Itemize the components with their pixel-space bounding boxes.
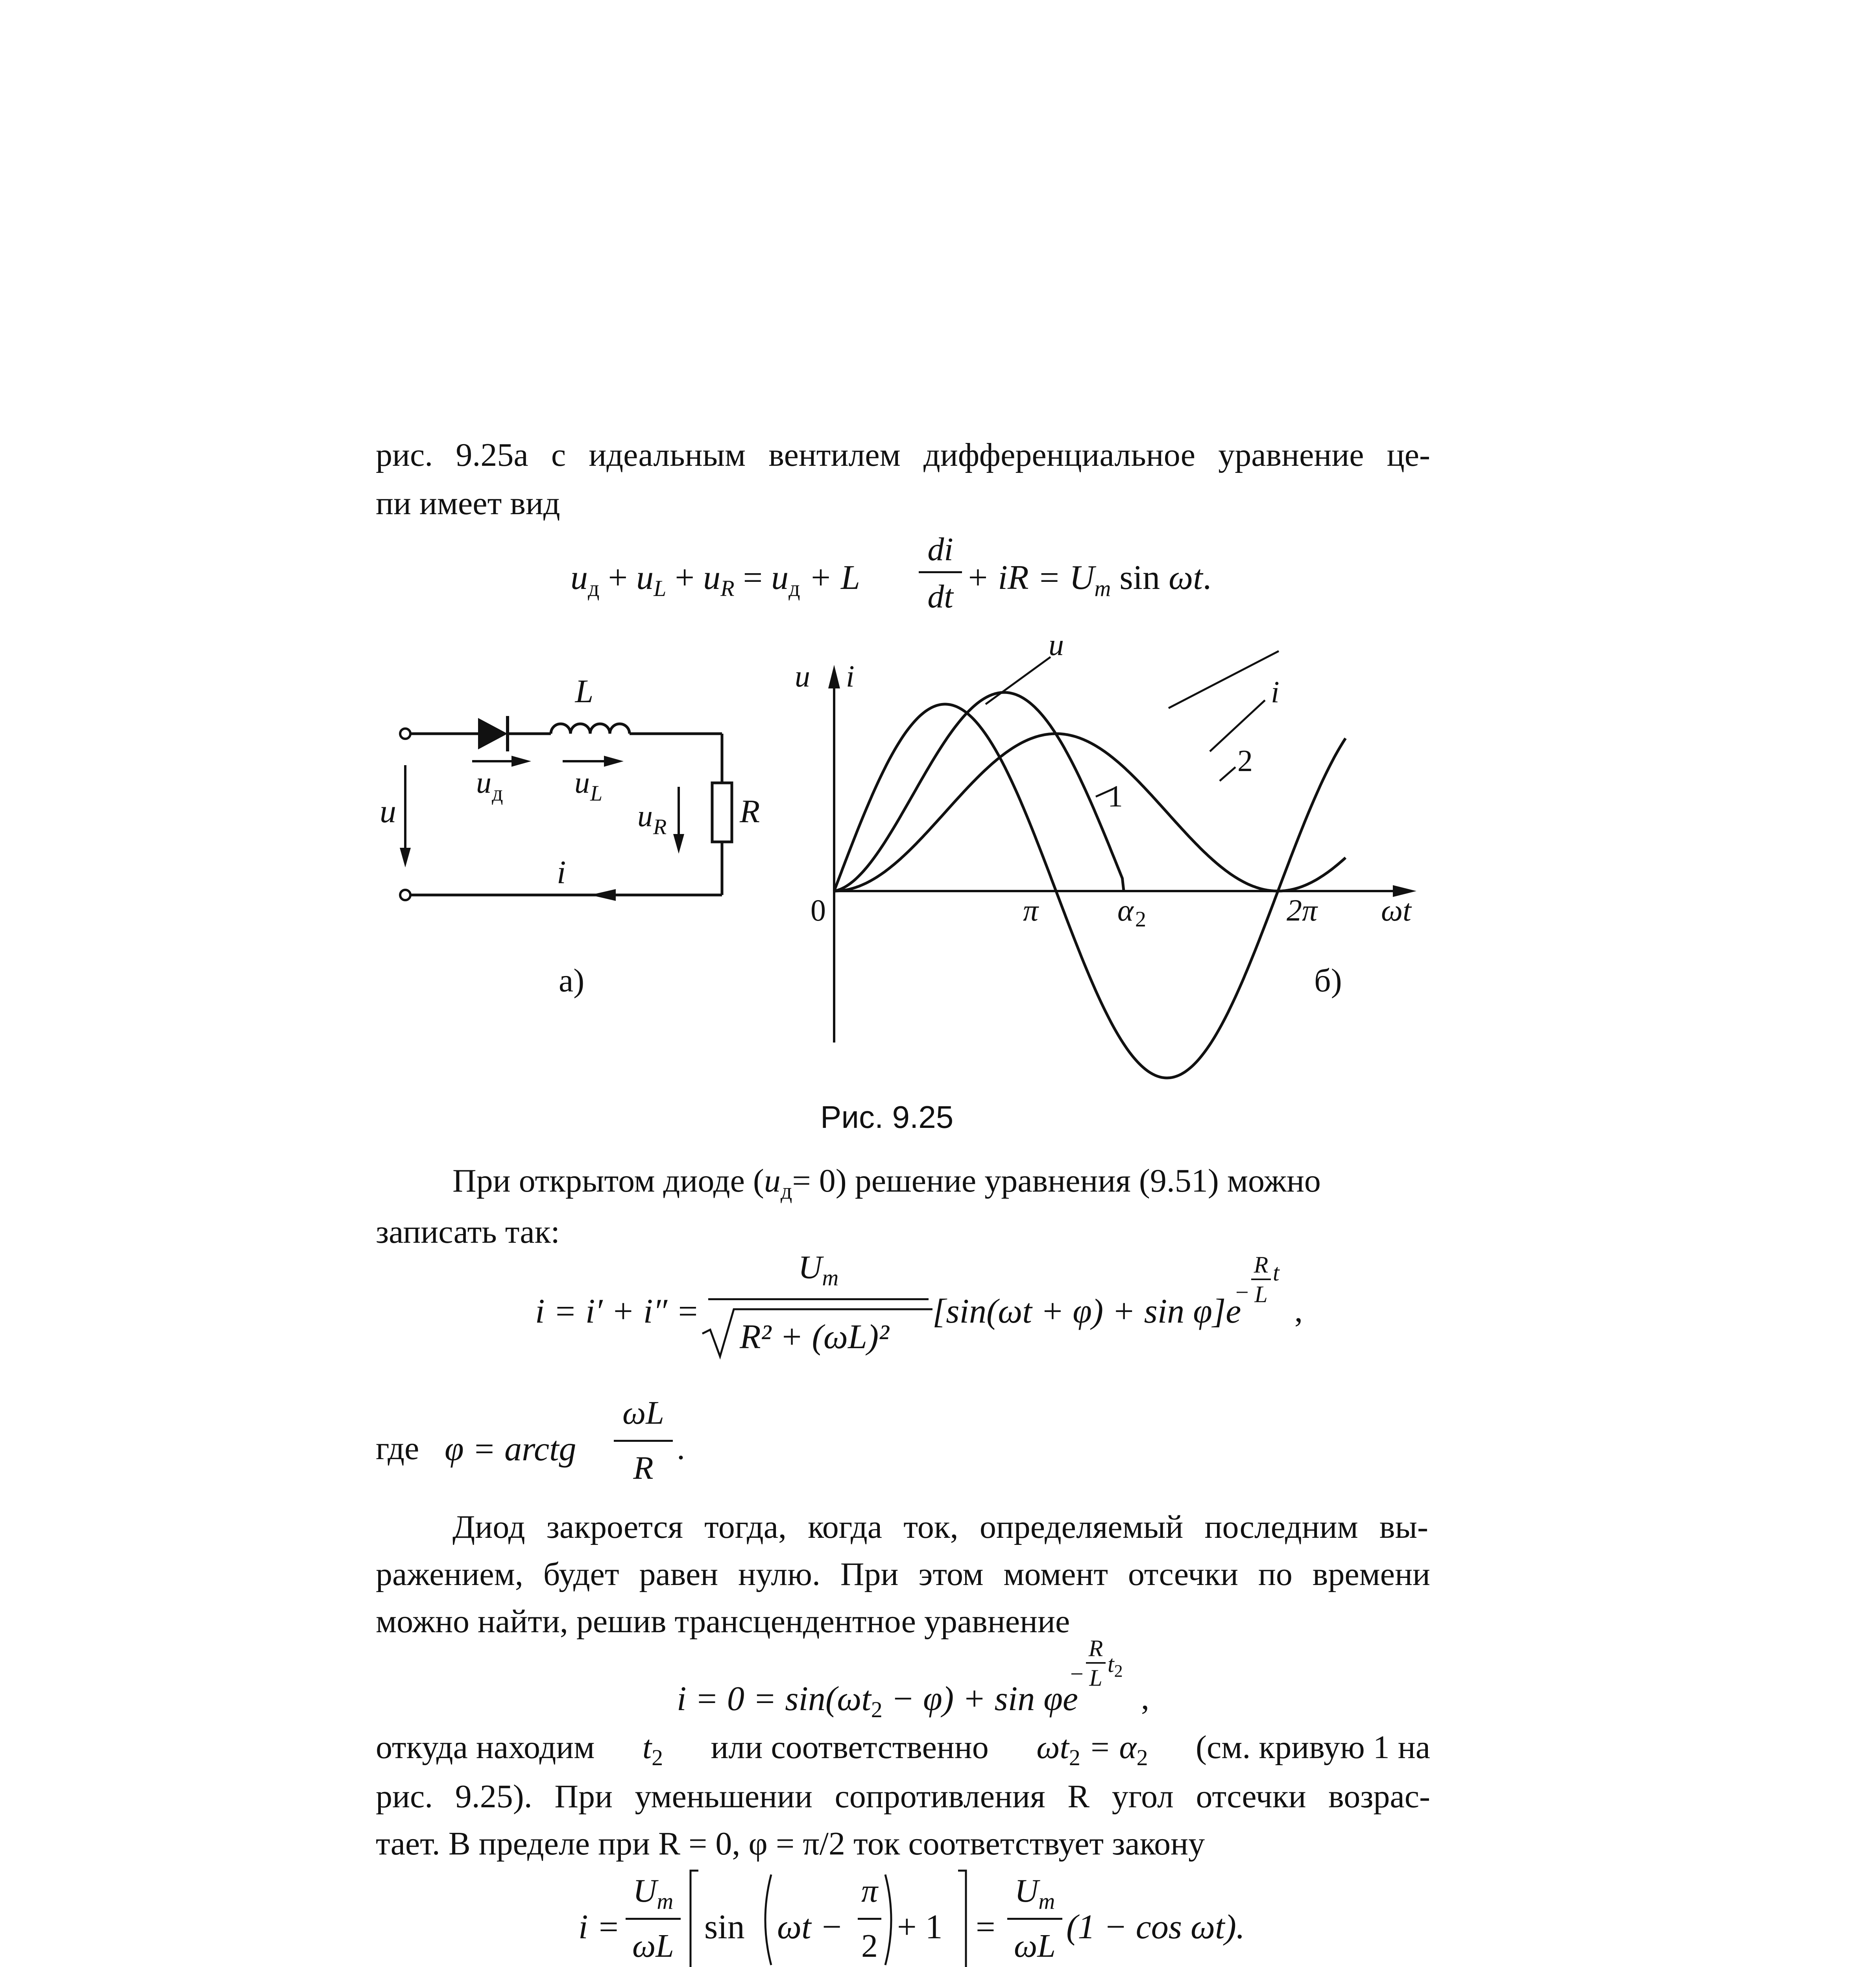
terminal-bottom bbox=[400, 890, 410, 900]
equation-4-pi-num: π bbox=[861, 1873, 878, 1909]
where-num: ωL bbox=[622, 1395, 665, 1431]
where-prefix: где bbox=[376, 1430, 419, 1467]
ul-arrow bbox=[604, 756, 624, 767]
ur-arrow bbox=[673, 834, 684, 854]
y-axis-label-u: u bbox=[795, 659, 810, 693]
current-arrow bbox=[590, 889, 616, 901]
two-pi-label: 2π bbox=[1287, 893, 1318, 927]
ul-label: u bbox=[574, 765, 590, 799]
curve-2-label: 2 bbox=[1237, 744, 1253, 778]
equation-4-sin: sin bbox=[704, 1908, 745, 1946]
where-end: . bbox=[677, 1430, 685, 1467]
equation-1-tail: + iR = $U_m$ sin ωt. bbox=[966, 559, 1211, 601]
para3-line-1: откуда находим $t_2$ или соответственно $\omega t_2 = \alpha_2$ (см. кривую 1 на bbox=[376, 1729, 1430, 1770]
where-den: R bbox=[633, 1450, 654, 1486]
u-curve-label: u bbox=[1049, 627, 1064, 662]
equation-1-frac-bar bbox=[919, 571, 962, 573]
pi-label: π bbox=[1023, 893, 1039, 927]
x-axis-label: ωt bbox=[1381, 893, 1411, 927]
para1-line-1: При открытом диоде $(u_д= 0)$ решение уравнения (9.51) можно bbox=[452, 1162, 1321, 1204]
diode-symbol bbox=[478, 718, 508, 749]
where-frac-bar bbox=[614, 1440, 673, 1442]
para1-line-2: записать так: bbox=[376, 1214, 560, 1250]
intro-line-2: пи имеет вид bbox=[376, 485, 560, 522]
equation-4-bar2 bbox=[1007, 1918, 1062, 1920]
equation-4-eq: = bbox=[976, 1908, 995, 1946]
ud-label: u bbox=[476, 765, 491, 799]
para2-line-3: можно найти, решив трансцендентное уравнение bbox=[376, 1603, 1070, 1640]
para3-line-3: тает. В пределе при R = 0, φ = π/2 ток соответствует закону bbox=[376, 1825, 1205, 1862]
equation-2-bracket: [sin(ωt + φ) + sin φ]e bbox=[932, 1292, 1241, 1330]
resistor-label: R bbox=[740, 793, 760, 830]
panel-a-label: а) bbox=[559, 962, 585, 999]
origin-label: 0 bbox=[811, 893, 826, 927]
ul-sub: L bbox=[590, 781, 603, 806]
current-label: i bbox=[557, 854, 566, 891]
inductor-symbol bbox=[551, 724, 630, 734]
alpha2-sub: 2 bbox=[1135, 907, 1146, 932]
equation-2-exp-bar bbox=[1251, 1279, 1271, 1280]
equation-3-exp-bar bbox=[1086, 1662, 1106, 1664]
equation-4-bar1 bbox=[626, 1918, 681, 1920]
current-curve-1 bbox=[834, 692, 1124, 891]
resistor-symbol bbox=[712, 783, 732, 842]
y-axis-label-i: i bbox=[846, 659, 855, 693]
equation-4-den1: ωL bbox=[632, 1928, 674, 1964]
para2-line-2: ражением, будет равен нулю. При этом момент отсечки по времени bbox=[376, 1556, 1430, 1592]
curve-1-label: 1 bbox=[1108, 779, 1123, 813]
source-label: u bbox=[380, 793, 396, 830]
figure-caption: Рис. 9.25 bbox=[820, 1100, 954, 1135]
para2-line-1: Диод закроется тогда, когда ток, определяемый последним вы- bbox=[452, 1509, 1428, 1545]
equation-3-exp-num: R bbox=[1088, 1635, 1103, 1661]
equation-4-den2: ωL bbox=[1014, 1928, 1056, 1964]
inductor-label: L bbox=[575, 673, 594, 710]
equation-2-end: , bbox=[1294, 1292, 1303, 1329]
equation-2-exp: − bbox=[1235, 1279, 1249, 1305]
ur-label: u bbox=[637, 799, 653, 833]
equation-3-exp-minus: − bbox=[1070, 1661, 1084, 1687]
equation-4-inner: ωt − bbox=[777, 1908, 843, 1946]
intro-line-1: рис. 9.25а с идеальным вентилем дифференциальное уравнение це- bbox=[376, 437, 1430, 473]
equation-3-exp-t: $t_2$ bbox=[1108, 1651, 1123, 1681]
equation-2-frac-bar bbox=[708, 1298, 929, 1300]
y-axis-arrow bbox=[828, 665, 840, 688]
current-curve-2 bbox=[834, 734, 1346, 891]
circuit-diagram bbox=[380, 669, 779, 1011]
waveform-plot bbox=[787, 627, 1456, 1133]
equation-4-tail: (1 − cos ωt). bbox=[1066, 1908, 1245, 1946]
equation-3-exp-den: L bbox=[1089, 1665, 1102, 1691]
ud-arrow bbox=[511, 756, 531, 767]
equation-2-exp-t: t bbox=[1273, 1260, 1280, 1286]
source-voltage-arrow bbox=[400, 848, 411, 867]
equation-2-exp-den: L bbox=[1254, 1281, 1268, 1307]
ud-sub: д bbox=[492, 781, 503, 806]
equation-4-num2: $U_m$ bbox=[1014, 1873, 1055, 1914]
panel-b-label: б) bbox=[1314, 962, 1342, 999]
terminal-top bbox=[400, 729, 410, 739]
equation-2-num: $U_m$ bbox=[798, 1249, 839, 1290]
equation-3-end: , bbox=[1141, 1680, 1149, 1716]
where-phi: φ = arctg bbox=[445, 1430, 576, 1468]
equation-2-lhs: i = i′ + i″ = bbox=[535, 1292, 700, 1330]
equation-1-frac-den: dt bbox=[927, 578, 953, 615]
equation-4-pi-den: 2 bbox=[861, 1928, 878, 1964]
equation-4-pi-bar bbox=[858, 1918, 881, 1920]
equation-4-num1: $U_m$ bbox=[633, 1873, 674, 1914]
ur-sub: R bbox=[653, 815, 667, 839]
equation-1-frac-num: di bbox=[927, 531, 953, 568]
equation-2-den: R² + (ωL)² bbox=[740, 1318, 889, 1356]
alpha2-label: α bbox=[1117, 893, 1134, 927]
para3-line-2: рис. 9.25). При уменьшении сопротивления R угол отсечки возрас- bbox=[376, 1778, 1430, 1815]
equation-4-lhs: i = bbox=[578, 1908, 620, 1946]
equation-3: $i = 0 = \sin(\omega t_2 - \varphi) + \sin \varphi e$ bbox=[677, 1680, 1078, 1722]
equation-2-exp-num: R bbox=[1254, 1252, 1269, 1278]
equation-1: $u_д + u_L + u_R = u_д + L$ bbox=[571, 559, 860, 601]
i-label: i bbox=[1271, 675, 1280, 709]
equation-4-plus: + 1 bbox=[897, 1908, 943, 1946]
